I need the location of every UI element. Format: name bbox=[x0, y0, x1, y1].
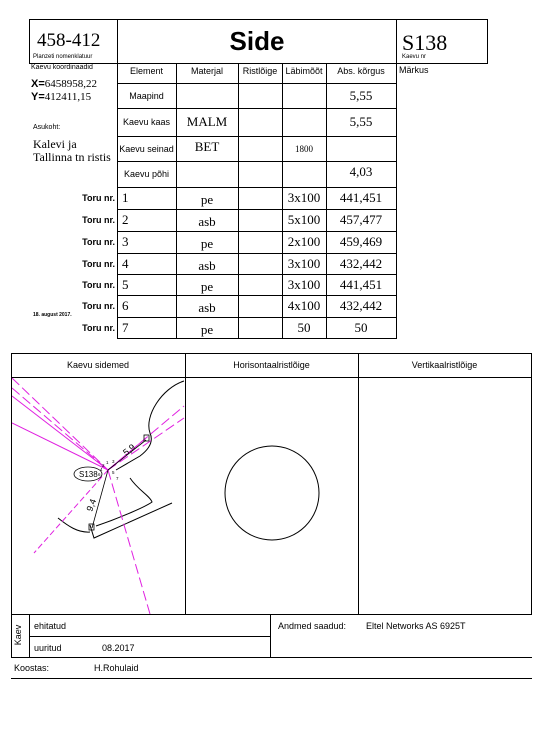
pipe-label: Toru nr. bbox=[82, 193, 115, 203]
pipe-elevation: 441,451 bbox=[339, 276, 383, 292]
pipe-diameter: 4x100 bbox=[287, 298, 321, 313]
col-cross-section: Ristlõige bbox=[242, 66, 278, 76]
side-label: Kaev bbox=[13, 624, 23, 646]
col-element: Element bbox=[129, 66, 164, 76]
pipe-line bbox=[12, 423, 108, 470]
address-line1: Kalevi ja bbox=[33, 137, 77, 151]
element-material: MALM bbox=[186, 114, 228, 129]
data-from-value: Eltel Networks AS 6925T bbox=[366, 621, 466, 631]
pipe-material: asb bbox=[198, 300, 216, 315]
surveyed-date: 08.2017 bbox=[102, 643, 135, 653]
manhole-circle bbox=[225, 446, 319, 540]
status-built: ehitatud bbox=[34, 621, 67, 631]
pipe-number: 4 bbox=[100, 467, 103, 472]
coord-y-value: 412411,15 bbox=[44, 91, 92, 103]
coord-y-prefix: Y= bbox=[31, 91, 45, 103]
dimension-a: 5,9 bbox=[121, 441, 138, 458]
col-material: Materjal bbox=[190, 66, 223, 76]
pipe-label: Toru nr. bbox=[82, 215, 115, 225]
element-diameter: 1800 bbox=[295, 143, 313, 154]
page-title: Side bbox=[229, 25, 285, 56]
coord-x-value: 6458958,22 bbox=[44, 78, 98, 90]
element-elevation: 5,55 bbox=[349, 114, 373, 129]
pipe-number: 7 bbox=[122, 319, 129, 335]
col-elevation: Abs. kõrgus bbox=[337, 66, 385, 76]
pipe-diameter: 3x100 bbox=[287, 276, 321, 292]
element-elevation: 5,55 bbox=[349, 87, 373, 103]
sheet-label: Planzeti nomenklatuur bbox=[33, 54, 93, 60]
pipe-number: 5 bbox=[122, 276, 129, 292]
date-stamp: 18. august 2017. bbox=[33, 312, 72, 318]
address-line2: Tallinna tn ristis bbox=[33, 150, 111, 164]
author-value: H.Rohulaid bbox=[94, 663, 139, 673]
pipe-label: Toru nr. bbox=[82, 301, 115, 311]
pipe-elevation: 432,442 bbox=[339, 298, 383, 313]
pipe-elevation: 50 bbox=[354, 319, 368, 335]
pipe-line bbox=[108, 418, 184, 470]
curb-line-lower bbox=[96, 478, 152, 526]
pipe-material: pe bbox=[200, 278, 214, 294]
pipe-elevation: 459,469 bbox=[339, 234, 383, 249]
pipe-material: pe bbox=[200, 321, 214, 337]
pipe-number: 2 bbox=[102, 463, 105, 468]
pipe-elevation: 441,451 bbox=[339, 190, 383, 205]
pipe-diameter: 5x100 bbox=[287, 212, 321, 227]
pipe-number: 2 bbox=[122, 212, 129, 227]
pipe-number: 5 bbox=[112, 470, 115, 475]
pipe-number: 7 bbox=[116, 476, 119, 481]
coords-label: Kaevu koordinaadid bbox=[31, 64, 93, 71]
pipe-line bbox=[12, 396, 108, 470]
coord-x-prefix: X= bbox=[31, 78, 45, 90]
address-label: Asukoht: bbox=[33, 124, 61, 131]
element-label: Kaevu kaas bbox=[122, 117, 171, 127]
manhole-label: Kaevu nr bbox=[402, 54, 427, 60]
pipe-number: 6 bbox=[98, 472, 101, 477]
manhole-tag: S138 bbox=[79, 470, 98, 479]
pipe-number: 4 bbox=[122, 255, 129, 271]
pipe-elevation: 432,442 bbox=[339, 255, 383, 271]
pipe-label: Toru nr. bbox=[82, 323, 115, 333]
manhole-id: S138 bbox=[402, 30, 448, 55]
pipe-line bbox=[12, 378, 108, 470]
element-material: BET bbox=[194, 139, 220, 154]
sheet-number: 458-412 bbox=[37, 30, 101, 51]
panel-title-horizontal: Horisontaalristlõige bbox=[233, 360, 310, 370]
col-diameter: Läbimõõt bbox=[285, 66, 323, 76]
status-surveyed: uuritud bbox=[34, 643, 62, 653]
pipe-diameter: 3x100 bbox=[287, 255, 321, 271]
pipe-material: asb bbox=[198, 257, 216, 273]
pipe-label: Toru nr. bbox=[82, 280, 115, 290]
pipe-number: 1 bbox=[106, 460, 109, 465]
element-label: Maapind bbox=[129, 90, 164, 101]
horizontal-section-drawing bbox=[186, 378, 358, 614]
data-from-label: Andmed saadud: bbox=[278, 621, 347, 631]
pipe-label: Toru nr. bbox=[82, 237, 115, 247]
pipe-material: asb bbox=[198, 214, 216, 229]
element-label: Kaevu põhi bbox=[123, 169, 170, 179]
coord-x bbox=[31, 78, 97, 90]
pipe-material: pe bbox=[200, 192, 214, 207]
pipe-number: 1 bbox=[122, 190, 129, 205]
building-outline bbox=[58, 503, 172, 538]
col-notes: Märkus bbox=[399, 65, 429, 75]
pipe-material: pe bbox=[200, 236, 214, 251]
author-label: Koostas: bbox=[14, 663, 50, 673]
panel-title-vertical: Vertikaalristlõige bbox=[411, 360, 478, 370]
pipe-number: 3 bbox=[112, 459, 115, 464]
pipe-number: 3 bbox=[122, 234, 129, 249]
dimension-b: 9,4 bbox=[84, 497, 99, 513]
coord-y bbox=[31, 91, 91, 103]
connections-sketch bbox=[12, 378, 185, 614]
pipe-line bbox=[108, 470, 150, 614]
element-label: Kaevu seinad bbox=[119, 143, 174, 154]
pipe-label: Toru nr. bbox=[82, 259, 115, 269]
pipe-line bbox=[12, 388, 108, 470]
panel-title-connections: Kaevu sidemed bbox=[66, 360, 130, 370]
pipe-diameter: 2x100 bbox=[287, 234, 321, 249]
pipe-number: 6 bbox=[122, 298, 129, 313]
pipe-diameter: 3x100 bbox=[287, 190, 321, 205]
element-elevation: 4,03 bbox=[349, 164, 373, 179]
pipe-diameter: 50 bbox=[297, 319, 311, 335]
pipe-elevation: 457,477 bbox=[339, 212, 383, 227]
